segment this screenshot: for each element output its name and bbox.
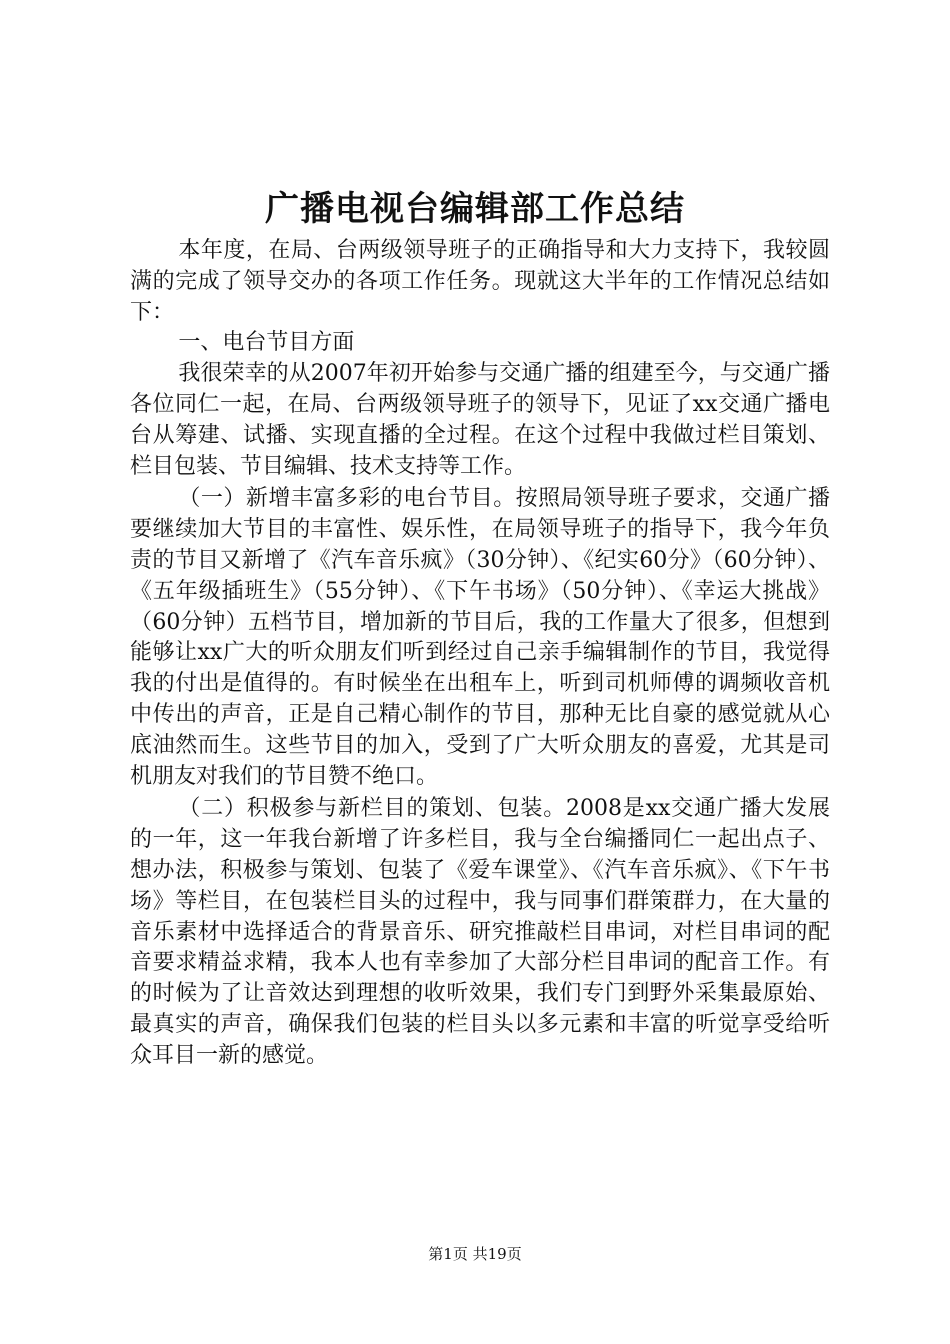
paragraph-new-columns: （二）积极参与新栏目的策划、包装。2008是xx交通广播大发展的一年，这一年我台新增了许多栏目，我与全台编播同仁一起出点子、想办法，积极参与策划、包装了《爱车课堂》、《汽车音乐疯》、《下午书场》等栏目，在包装栏目头的过程中，我与同事们群策群力，在大量的音乐素材中选择适合的背景音乐、研究推敲栏目串词，对栏目串词的配音要求精益求精，我本人也有幸参加了大部分栏目串词的配音工作。有的时候为了让音效达到理想的收听效果，我们专门到野外采集最原始、最真实的声音，确保我们包装的栏目头以多元素和丰富的听觉享受给听众耳目一新的感觉。 xyxy=(130,796,830,1068)
paragraph-intro: 本年度，在局、台两级领导班子的正确指导和大力支持下，我较圆满的完成了领导交办的各项工作任务。现就这大半年的工作情况总结如下： xyxy=(130,238,830,325)
page-number-footer: 第1页 共19页 xyxy=(428,1245,522,1263)
section-heading-radio: 一、电台节目方面 xyxy=(178,330,355,356)
document-body xyxy=(130,236,830,1072)
paragraph-new-programs: （一）新增丰富多彩的电台节目。按照局领导班子要求，交通广播要继续加大节目的丰富性、娱乐性，在局领导班子的指导下，我今年负责的节目又新增了《汽车音乐疯》（30分钟）、《纪实60分》（60分钟）、《五年级插班生》（55分钟）、《下午书场》（50分钟）、《幸运大挑战》（60分钟）五档节目，增加新的节目后，我的工作量大了很多，但想到能够让xx广大的听众朋友们听到经过自己亲手编辑制作的节目，我觉得我的付出是值得的。有时候坐在出租车上，听到司机师傅的调频收音机中传出的声音，正是自己精心制作的节目，那种无比自豪的感觉就从心底油然而生。这些节目的加入，受到了广大听众朋友的喜爱，尤其是司机朋友对我们的节目赞不绝口。 xyxy=(130,486,830,789)
paragraph-background: 我很荣幸的从2007年初开始参与交通广播的组建至今，与交通广播各位同仁一起，在局、台两级领导班子的领导下，见证了xx交通广播电台从筹建、试播、实现直播的全过程。在这个过程中我做过栏目策划、栏目包装、节目编辑、技术支持等工作。 xyxy=(130,361,830,479)
document-title: 广播电视台编辑部工作总结 xyxy=(265,189,685,229)
